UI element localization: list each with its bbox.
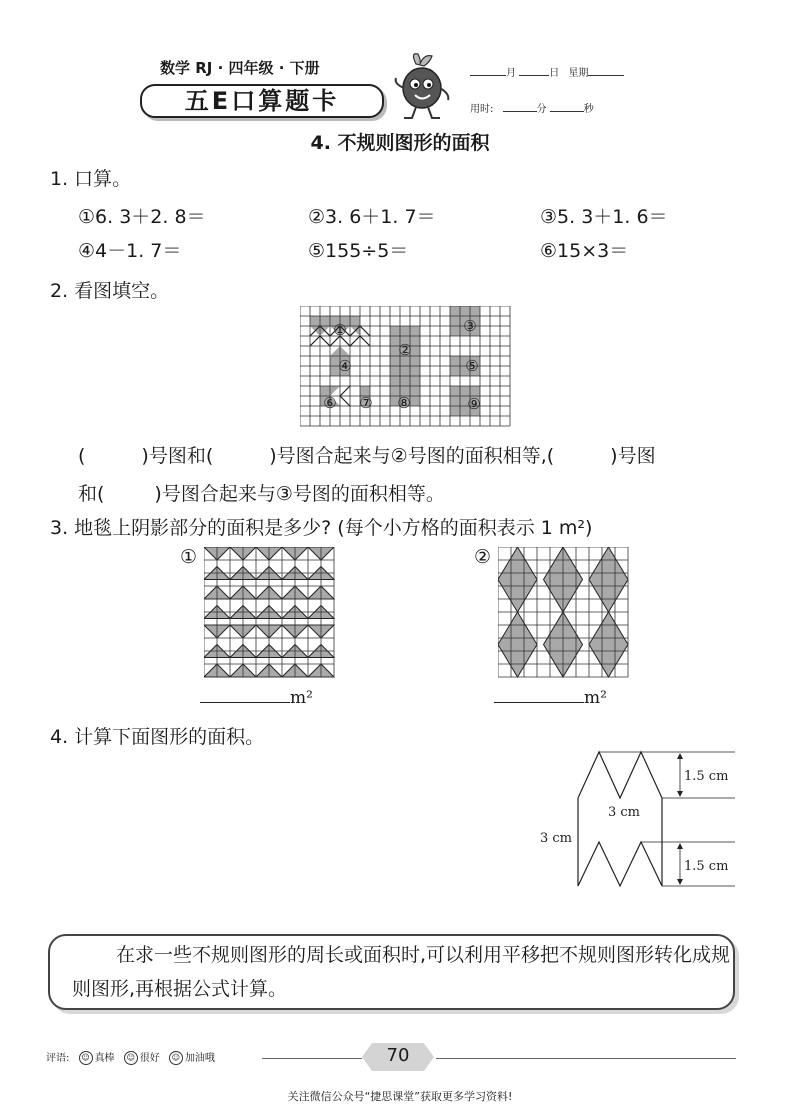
q2-grid-figure bbox=[300, 306, 512, 428]
minute-blank[interactable] bbox=[503, 101, 537, 112]
rating-option-3[interactable]: 加油哦 bbox=[184, 1053, 215, 1064]
carpet1-answer-blank[interactable] bbox=[200, 702, 290, 703]
fig-label-1: ① bbox=[333, 321, 347, 339]
banner-text: 五E口算题卡 bbox=[184, 87, 340, 115]
carpet1-label: ① bbox=[180, 546, 198, 568]
fig-label-8: ⑧ bbox=[397, 394, 411, 412]
smile-face-icon[interactable]: ☺ bbox=[79, 1051, 93, 1065]
day-label: 日 bbox=[549, 68, 560, 79]
calc-item: ④4－1. 7＝ bbox=[78, 240, 182, 262]
carpet2-answer bbox=[494, 688, 607, 708]
carpet-rhombus bbox=[498, 547, 537, 612]
carpet2-answer-blank[interactable] bbox=[494, 702, 584, 703]
day-blank[interactable] bbox=[519, 65, 549, 76]
dim-bottom-label: 1.5 cm bbox=[684, 859, 729, 874]
carpet1-answer bbox=[200, 688, 313, 708]
calc-item: ⑥15×3＝ bbox=[540, 240, 629, 262]
month-label: 月 bbox=[506, 68, 516, 79]
rating-row bbox=[46, 1049, 215, 1065]
tip-text: 在求一些不规则图形的周长或面积时,可以利用平移把不规则图形转化成规则图形,再根据公式计算。 bbox=[72, 944, 731, 1000]
carpet-1-figure bbox=[204, 547, 336, 679]
q4-title: 4. 计算下面图形的面积。 bbox=[50, 726, 265, 748]
q2-fill-text: ( )号图和( )号图合起来与②号图的面积相等,( )号图 和( )号图合起来与③号图的面积相等。 bbox=[78, 445, 656, 505]
calc-item: ①6. 3＋2. 8＝ bbox=[78, 206, 206, 228]
second-label: 秒 bbox=[583, 104, 594, 115]
date-field bbox=[470, 64, 624, 79]
q3-title: 3. 地毯上阴影部分的面积是多少? (每个小方格的面积表示 1 m²) bbox=[50, 517, 593, 539]
footer-divider bbox=[262, 1058, 362, 1059]
calc-item: ⑤155÷5＝ bbox=[308, 240, 409, 262]
dim-width-label: 3 cm bbox=[608, 805, 641, 820]
calc-item: ②3. 6＋1. 7＝ bbox=[308, 206, 436, 228]
carpet2-label: ② bbox=[474, 546, 492, 568]
fig-label-2: ② bbox=[398, 341, 412, 359]
fig-label-4: ④ bbox=[338, 357, 352, 375]
mascot-icon bbox=[388, 50, 454, 122]
q2-title: 2. 看图填空。 bbox=[50, 280, 170, 302]
q1-title: 1. 口算。 bbox=[50, 168, 132, 190]
carpet-rhombus bbox=[498, 612, 537, 677]
second-blank[interactable] bbox=[550, 101, 584, 112]
header-subject-line: 数学 RJ · 四年级 · 下册 bbox=[160, 59, 320, 77]
carpet-rhombus bbox=[589, 612, 628, 677]
fig-label-9: ⑨ bbox=[467, 395, 481, 413]
smile-face-icon[interactable]: ☺ bbox=[124, 1051, 138, 1065]
week-label: 星期 bbox=[568, 68, 589, 79]
dim-top-label: 1.5 cm bbox=[684, 769, 729, 784]
dim-height-label: 3 cm bbox=[540, 831, 573, 846]
fig-label-7: ⑦ bbox=[359, 394, 373, 412]
fig-label-3: ③ bbox=[463, 317, 477, 335]
q4-figure bbox=[530, 748, 750, 890]
header-banner bbox=[140, 84, 384, 118]
unit-label: m² bbox=[584, 688, 607, 708]
week-blank[interactable] bbox=[588, 65, 624, 76]
footer-divider bbox=[436, 1058, 736, 1059]
carpet-rhombus bbox=[589, 547, 628, 612]
unit-label: m² bbox=[290, 688, 313, 708]
lesson-title: 4. 不规则图形的面积 bbox=[310, 132, 490, 154]
minute-label: 分 bbox=[536, 104, 547, 115]
footer-note: 关注微信公众号“捷思课堂”获取更多学习资料! bbox=[287, 1090, 513, 1103]
rating-option-2[interactable]: 很好 bbox=[139, 1053, 160, 1064]
time-label: 用时: bbox=[470, 104, 494, 115]
rating-label: 评语: bbox=[46, 1053, 70, 1064]
rating-option-1[interactable]: 真棒 bbox=[94, 1053, 115, 1064]
smile-face-icon[interactable]: ☺ bbox=[169, 1051, 183, 1065]
fig-label-6: ⑥ bbox=[323, 394, 337, 412]
time-field bbox=[470, 100, 594, 115]
calc-item: ③5. 3＋1. 6＝ bbox=[540, 206, 668, 228]
month-blank[interactable] bbox=[470, 65, 506, 76]
page-number: 70 bbox=[386, 1045, 410, 1066]
carpet-2-figure bbox=[498, 547, 630, 679]
fig-label-5: ⑤ bbox=[465, 357, 479, 375]
